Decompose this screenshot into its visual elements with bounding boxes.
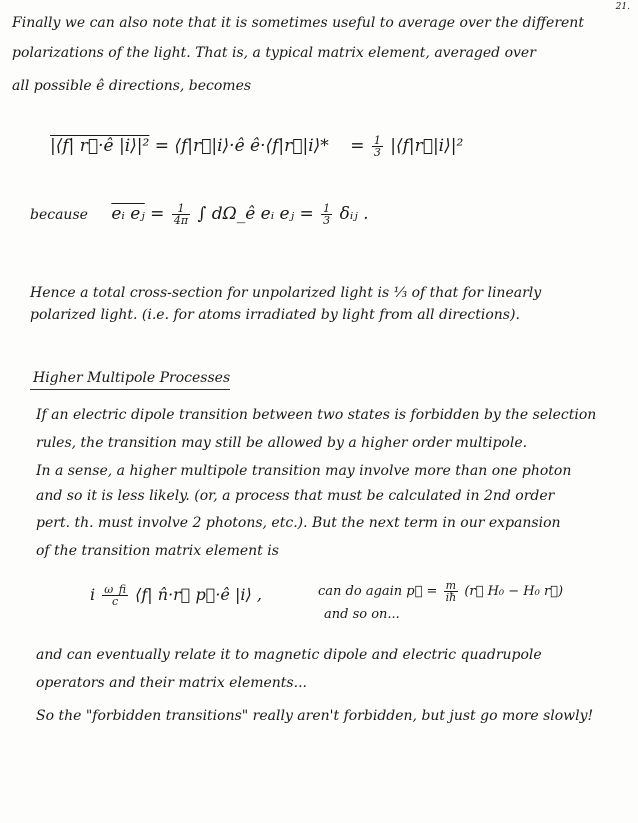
para4-line-1: and can eventually relate it to magnetic dipole and electric quadrupole xyxy=(36,647,542,663)
eq2-rhs: δᵢⱼ . xyxy=(339,204,369,224)
para2-line-2: polarized light. (i.e. for atoms irradiated by light from all directions). xyxy=(30,307,520,323)
eq1-mid: = ⟨f|r⃗|i⟩·ê ê·⟨f|r⃗|i⟩* xyxy=(154,136,329,156)
eq1-lhs: |⟨f| r⃗·ê |i⟩|² xyxy=(50,136,150,156)
para3-line-6: of the transition matrix element is xyxy=(36,543,279,559)
para3-line-4: and so it is less likely. (or, a process that must be calculated in 2nd order xyxy=(36,488,555,504)
equation-2: because eᵢ eⱼ = $\frac{1}{4\pi}$ ∫ dΩ_ê eᵢ eⱼ = $\frac{1}{3}$ δᵢⱼ . xyxy=(30,202,369,227)
page-number: 21. xyxy=(615,2,630,12)
eq1-coef: $\frac{1}{3}$ xyxy=(373,134,381,159)
section-heading: Higher Multipole Processes xyxy=(33,370,231,386)
eq1-rhs: |⟨f|r⃗|i⟩|² xyxy=(390,136,464,156)
para3-line-1: If an electric dipole transition between two states is forbidden by the selection xyxy=(36,407,597,423)
para1-line-2: polarizations of the light. That is, a typical matrix element, averaged over xyxy=(12,45,536,61)
eq3-prefix: i xyxy=(90,585,96,604)
para4-line-2: operators and their matrix elements... xyxy=(36,675,307,691)
eq2-label: because xyxy=(30,207,88,223)
eq2-coef: $\frac{1}{3}$ xyxy=(323,202,331,227)
eq3-note xyxy=(318,580,563,603)
para3-line-3: In a sense, a higher multipole transition may involve more than one photon xyxy=(36,463,572,479)
eq3-note-frac: $\frac{m}{iħ}$ xyxy=(445,579,457,604)
para4-line-3: So the "forbidden transitions" really aren't forbidden, but just go more slowly! xyxy=(36,708,594,724)
heading-underline xyxy=(30,389,230,390)
equation-1: |⟨f| r⃗·ê |i⟩|² = ⟨f|r⃗|i⟩·ê ê·⟨f|r⃗|i⟩* = $\frac{1}{3}$ |⟨f|r⃗|i⟩|² xyxy=(50,134,464,159)
eq2-lhs: eᵢ eⱼ xyxy=(111,204,145,224)
para3-line-5: pert. th. must involve 2 photons, etc.). But the next term in our expansion xyxy=(36,515,561,531)
para1-line-1: Finally we can also note that it is sometimes useful to average over the different xyxy=(12,15,584,31)
para2-line-1: Hence a total cross-section for unpolarized light is ⅓ of that for linearly xyxy=(30,285,542,301)
eq3-frac: $\frac{\omega\_fi}{c}$ xyxy=(104,583,127,608)
equation-3 xyxy=(90,584,262,607)
eq3-note-tail: (r⃗ H₀ − H₀ r⃗) xyxy=(464,584,564,599)
eq2-integral: ∫ dΩ_ê eᵢ eⱼ = xyxy=(197,204,314,224)
para1-line-3: all possible ê directions, becomes xyxy=(12,78,252,94)
para3-line-2: rules, the transition may still be allowed by a higher order multipole. xyxy=(36,435,528,451)
eq2-frac: $\frac{1}{4\pi}$ xyxy=(173,202,189,227)
eq3-note2: and so on... xyxy=(324,607,400,622)
eq3-body: ⟨f| n̂·r⃗ p⃗·ê |i⟩ , xyxy=(135,585,262,604)
eq3-note1: can do again p⃗ = xyxy=(318,584,438,599)
